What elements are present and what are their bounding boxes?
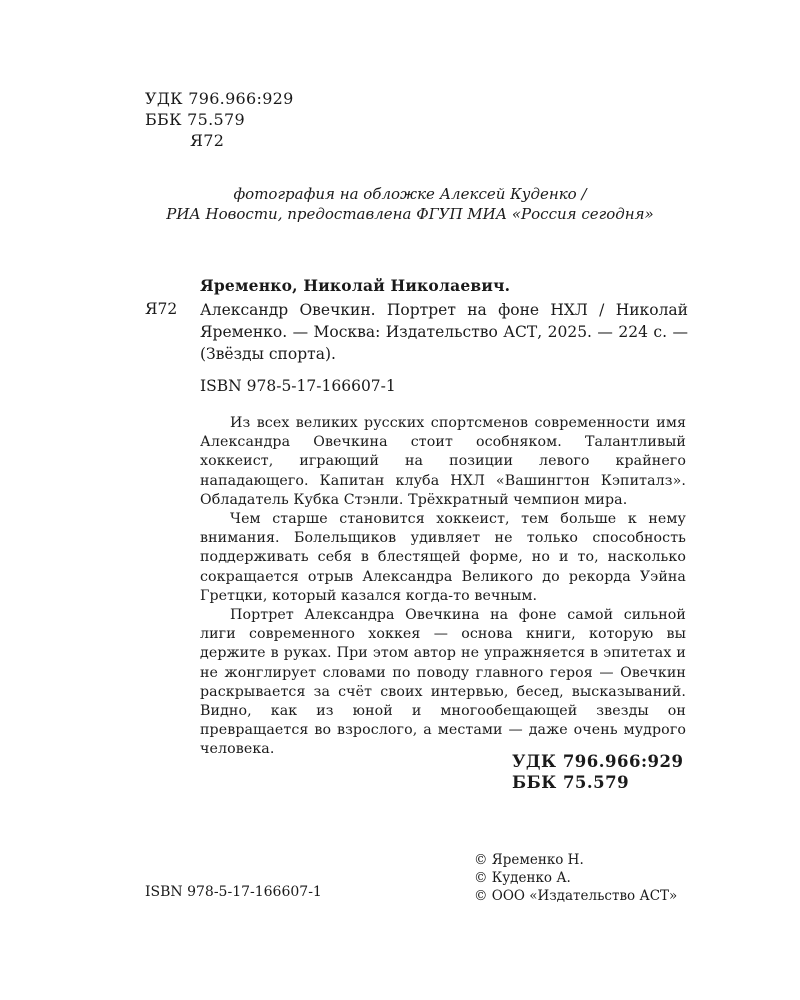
annotation	[200, 414, 686, 760]
footer-bbk-code: ББК 75.579	[512, 773, 630, 792]
bibliographic-description: Александр Овечкин. Портрет на фоне НХЛ / Николай Яременко. — Москва: Издательство АСТ, 2025. — 224 с. — (Звёзды спорта).	[200, 301, 688, 363]
bbk-code: ББК 75.579	[145, 110, 245, 129]
photo-credit	[130, 184, 690, 224]
header-classification-codes	[145, 88, 294, 151]
footer-isbn: ISBN 978-5-17-166607-1	[145, 884, 322, 900]
copyright-line: © Куденко А.	[474, 870, 571, 886]
author-heading: Яременко, Николай Николаевич.	[200, 276, 511, 295]
copyright-line: © Яременко Н.	[474, 852, 584, 868]
copyright-block	[474, 851, 677, 905]
copyright-line: © ООО «Издательство АСТ»	[474, 888, 678, 904]
annotation-paragraph: Из всех великих русских спортсменов современности имя Александра Овечкина стоит особняком. Талантливый хоккеист, играющий на позиции левого крайнего нападающего. Капитан клуба НХЛ «Вашингтон Кэпиталз». Обладатель Кубка Стэнли. Трёхкратный чемпион мира.	[200, 415, 686, 508]
footer-classification-codes	[512, 751, 683, 793]
udk-code: УДК 796.966:929	[145, 89, 294, 108]
annotation-paragraph: Чем старше становится хоккеист, тем больше к нему внимания. Болельщиков удивляет не только способность поддерживать себя в блестящей форме, но и то, насколько сокращается отрыв Александра Великого до рекорда Уэйна Гретцки, который казался когда-то вечным.	[200, 511, 686, 604]
photo-credit-line-1: фотография на обложке Алексей Куденко /	[233, 185, 587, 203]
footer-udk-code: УДК 796.966:929	[512, 752, 684, 771]
annotation-paragraph: Портрет Александра Овечкина на фоне самой сильной лиги современного хоккея — основа книги, которую вы держите в руках. При этом автор не упражняется в эпитетах и не жонглирует словами по поводу главного героя — Овечкин раскрывается за счёт своих интервью, бесед, высказываний. Видно, как из юной и многообещающей звезды он превращается во взрослого, а местами — даже очень мудрого человека.	[200, 607, 686, 758]
isbn: ISBN 978-5-17-166607-1	[200, 377, 396, 395]
record-author-mark: Я72	[145, 300, 178, 318]
author-mark: Я72	[190, 131, 225, 150]
photo-credit-line-2: РИА Новости, предоставлена ФГУП МИА «Россия сегодня»	[166, 205, 654, 223]
